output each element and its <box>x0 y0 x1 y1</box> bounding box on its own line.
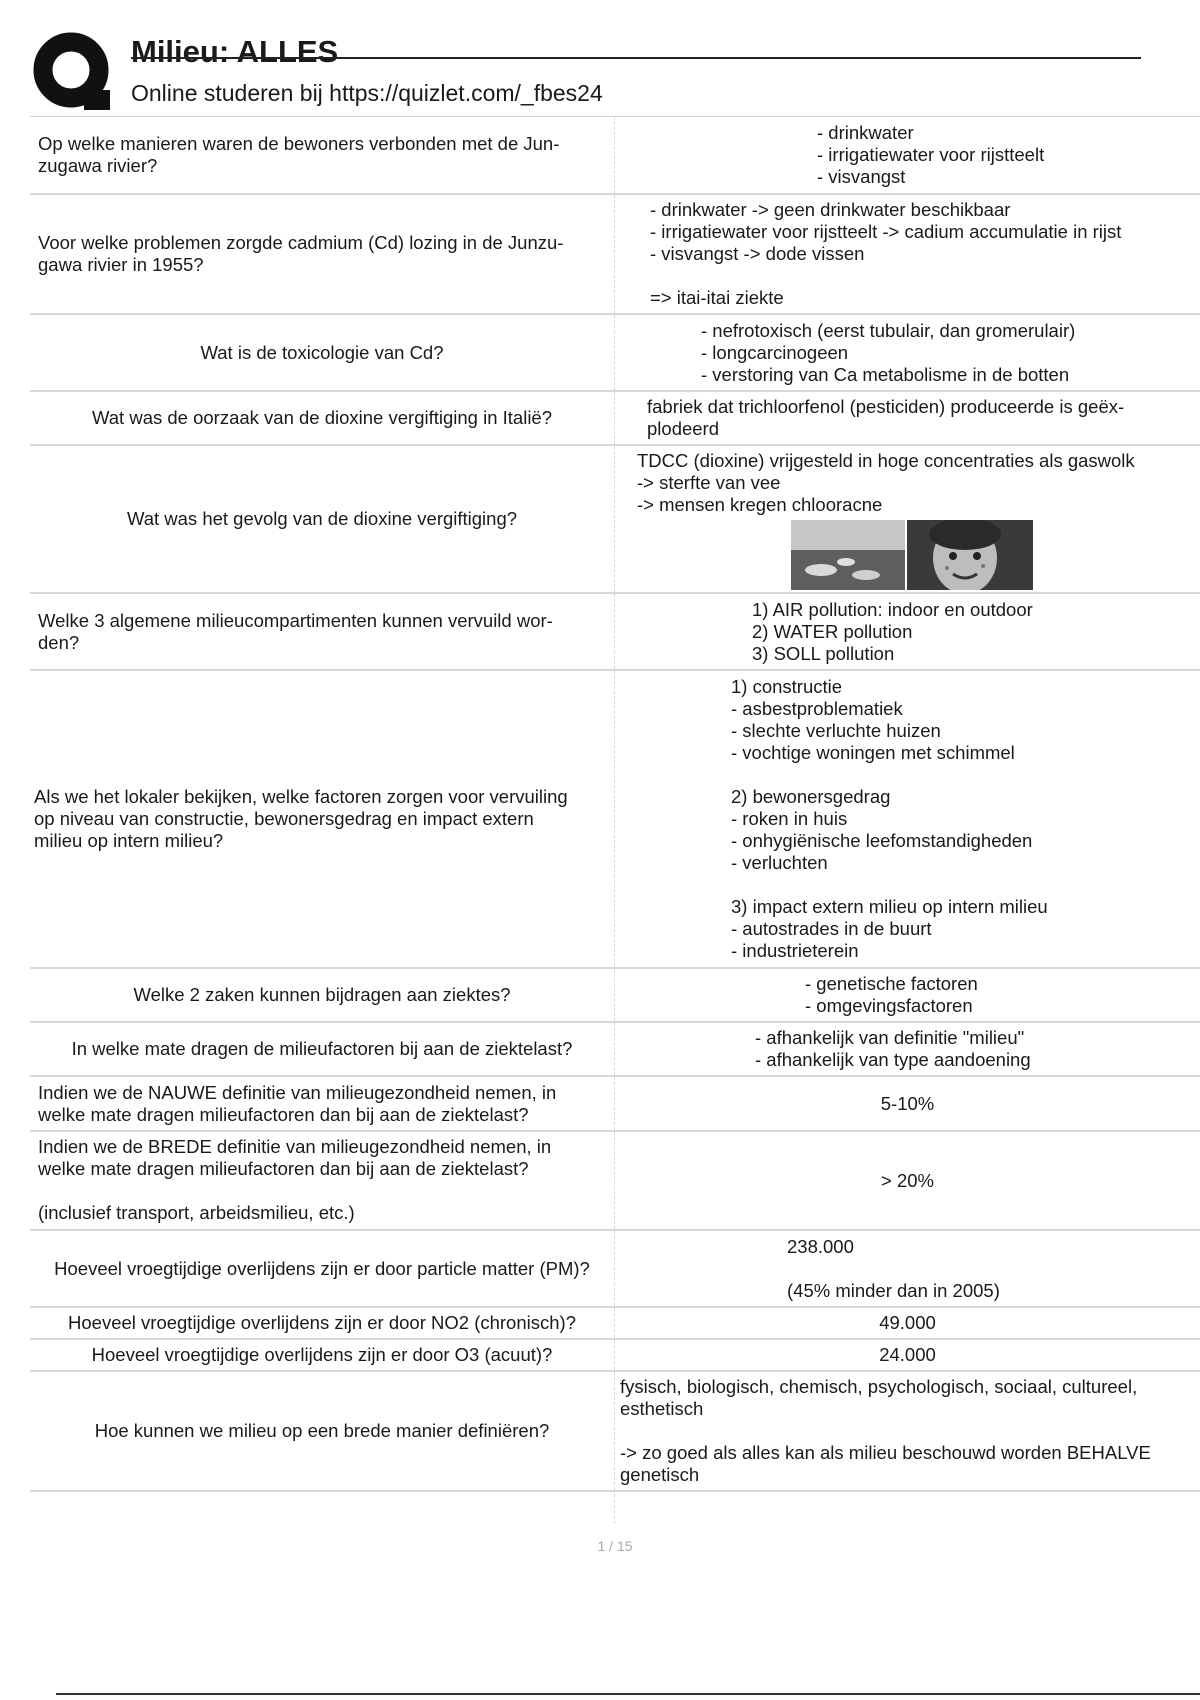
title-underline <box>131 57 1141 59</box>
definition-text: fysisch, biologisch, chemisch, psychologisch, sociaal, cultureel, esthetisch -> zo goed als alles kan als milieu beschouwd worden BEHALVE genetisch <box>620 1376 1151 1485</box>
card-term: Hoeveel vroegtijdige overlijdens zijn er door particle matter (PM)? <box>30 1231 615 1306</box>
definition-text: - afhankelijk van definitie "milieu" - afhankelijk van type aandoening <box>755 1027 1031 1070</box>
definition-text: 238.000 (45% minder dan in 2005) <box>787 1235 1000 1301</box>
card-term: Op welke manieren waren de bewoners verbonden met de Jun- zugawa rivier? <box>30 117 615 193</box>
card-row <box>30 1372 1200 1492</box>
card-row <box>30 1132 1200 1231</box>
card-row <box>30 1340 1200 1372</box>
definition-text: 5-10% <box>880 1092 935 1114</box>
document-title: Milieu: ALLES <box>131 34 339 69</box>
card-definition <box>615 446 1200 592</box>
card-definition <box>615 1372 1200 1490</box>
card-term: Wat was de oorzaak van de dioxine vergiftiging in Italië? <box>30 392 615 444</box>
card-term: Welke 3 algemene milieucompartimenten kunnen vervuild wor- den? <box>30 594 615 669</box>
card-row <box>30 594 1200 671</box>
card-term: Hoe kunnen we milieu op een brede manier definiëren? <box>30 1372 615 1490</box>
card-definition <box>615 1077 1200 1130</box>
card-term: Hoeveel vroegtijdige overlijdens zijn er door O3 (acuut)? <box>30 1340 615 1370</box>
document-subtitle: Online studeren bij https://quizlet.com/_fbes24 <box>131 80 603 106</box>
quizlet-logo-icon <box>32 32 112 112</box>
card-definition <box>615 315 1200 390</box>
card-term: Wat was het gevolg van de dioxine vergiftiging? <box>30 446 615 592</box>
card-definition <box>615 117 1200 193</box>
card-row <box>30 969 1200 1023</box>
card-row <box>30 1077 1200 1132</box>
card-definition <box>615 1132 1200 1229</box>
card-row <box>30 392 1200 446</box>
definition-text: 49.000 <box>879 1312 936 1333</box>
card-row <box>30 1308 1200 1340</box>
card-row <box>30 1231 1200 1308</box>
card-definition <box>615 1340 1200 1370</box>
card-row <box>30 315 1200 392</box>
definition-text: 24.000 <box>879 1344 936 1365</box>
definition-text: 1) AIR pollution: indoor en outdoor 2) WATER pollution 3) SOLL pollution <box>752 598 1033 664</box>
definition-text: fabriek dat trichloorfenol (pesticiden) produceerde is geëx- plodeerd <box>647 396 1125 439</box>
definition-text: 1) constructie - asbestproblematiek - slechte verluchte huizen - vochtige woningen met schimmel 2) bewonersgedrag - roken in huis - onhygiënische leefomstandigheden - verluchten 3) impact extern milieu op intern milieu - autostrades in de buurt - industrieterein <box>731 676 1048 961</box>
card-definition <box>615 392 1200 444</box>
card-definition <box>615 1231 1200 1306</box>
page-number: 1 / 15 <box>597 1538 633 1554</box>
card-definition <box>615 969 1200 1021</box>
card-term: Welke 2 zaken kunnen bijdragen aan ziektes? <box>30 969 615 1021</box>
definition-text: TDCC (dioxine) vrijgesteld in hoge concentraties als gaswolk -> sterfte van vee -> mensen kregen chlooracne <box>637 450 1135 515</box>
definition-text: - genetische factoren - omgevingsfactoren <box>805 973 978 1016</box>
dead-livestock-photo <box>791 520 905 590</box>
photo-group <box>791 520 1200 590</box>
card-term: Hoeveel vroegtijdige overlijdens zijn er door NO2 (chronisch)? <box>30 1308 615 1338</box>
card-term: Indien we de BREDE definitie van milieugezondheid nemen, in welke mate dragen milieufactoren dan bij aan de ziektelast? (inclusief transport, arbeidsmilieu, etc.) <box>30 1132 615 1229</box>
column-divider-tail <box>614 1494 615 1524</box>
footer-rule <box>56 1693 1200 1695</box>
card-definition <box>615 195 1200 313</box>
card-row <box>30 1023 1200 1077</box>
card-definition <box>615 594 1200 669</box>
card-term: Indien we de NAUWE definitie van milieugezondheid nemen, in welke mate dragen milieufactoren dan bij aan de ziektelast? <box>30 1077 615 1130</box>
card-term: Als we het lokaler bekijken, welke factoren zorgen voor vervuiling op niveau van constructie, bewonersgedrag en impact extern milieu op intern milieu? <box>30 671 615 967</box>
card-term: Voor welke problemen zorgde cadmium (Cd) lozing in de Junzu- gawa rivier in 1955? <box>30 195 615 313</box>
card-term: Wat is de toxicologie van Cd? <box>30 315 615 390</box>
definition-text: > 20% <box>881 1169 934 1191</box>
definition-text: - nefrotoxisch (eerst tubulair, dan gromerulair) - longcarcinogeen - verstoring van Ca metabolisme in de botten <box>701 319 1076 385</box>
card-definition <box>615 1023 1200 1075</box>
card-term: In welke mate dragen de milieufactoren bij aan de ziektelast? <box>30 1023 615 1075</box>
card-row <box>30 446 1200 594</box>
definition-text: - drinkwater - irrigatiewater voor rijstteelt - visvangst <box>817 122 1045 187</box>
card-definition <box>615 671 1200 967</box>
flashcard-table <box>30 116 1200 1492</box>
card-row <box>30 671 1200 969</box>
card-definition <box>615 1308 1200 1338</box>
chloracne-child-photo <box>907 520 1033 590</box>
card-row <box>30 117 1200 195</box>
card-row <box>30 195 1200 315</box>
definition-text: - drinkwater -> geen drinkwater beschikbaar - irrigatiewater voor rijstteelt -> cadium accumulatie in rijst - visvangst -> dode vissen => itai-itai ziekte <box>650 199 1122 308</box>
